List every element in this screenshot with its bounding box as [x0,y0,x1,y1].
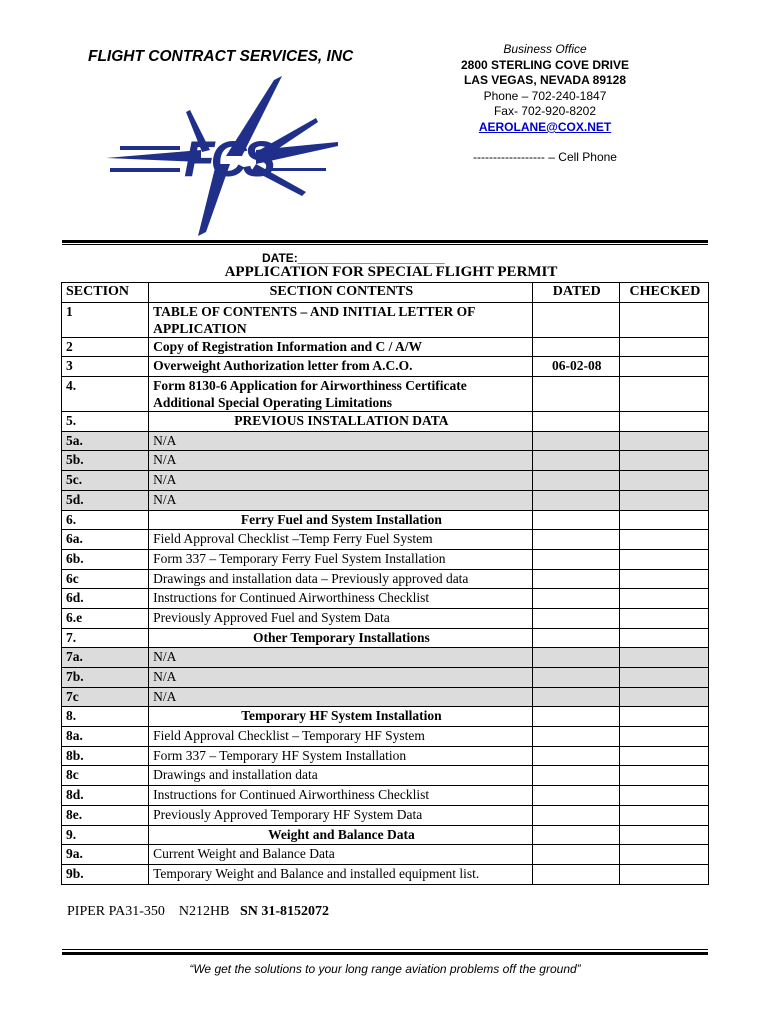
row-section-contents: TABLE OF CONTENTS – AND INITIAL LETTER OF APPLICATION [149,302,533,337]
row-dated [532,628,619,648]
phone-number: Phone – 702-240-1847 [483,88,607,103]
row-section-number: 9. [62,825,149,845]
row-checked[interactable] [619,530,708,550]
row-section-number: 6. [62,510,149,530]
row-checked[interactable] [619,668,708,688]
office-title: Business Office [503,42,587,56]
aircraft-registration: N212HB [178,904,230,919]
row-dated [532,569,619,589]
table-row [62,628,709,648]
row-dated [532,648,619,668]
contents-table [61,282,709,885]
row-checked[interactable] [619,451,708,471]
row-dated [532,825,619,845]
row-dated [532,707,619,727]
table-row [62,746,709,766]
row-section-contents: N/A [149,490,533,510]
date-field[interactable]: DATE:______________________ [262,251,445,265]
row-dated: 06-02-08 [532,357,619,377]
company-name: FLIGHT CONTRACT SERVICES, INC [88,48,354,65]
row-checked[interactable] [619,302,708,337]
row-section-number: 9b. [62,864,149,884]
row-checked[interactable] [619,746,708,766]
row-checked[interactable] [619,471,708,491]
row-dated [532,687,619,707]
row-dated [532,589,619,609]
row-section-number: 9a. [62,845,149,865]
row-checked[interactable] [619,766,708,786]
table-header-row [62,283,709,303]
row-checked[interactable] [619,357,708,377]
fax-number: Fax- 702-920-8202 [493,104,597,119]
table-row [62,549,709,569]
row-section-contents: Instructions for Continued Airworthiness Checklist [149,786,533,806]
row-section-contents: N/A [149,668,533,688]
row-section-contents: Previously Approved Temporary HF System Data [149,805,533,825]
table-row [62,302,709,337]
row-checked[interactable] [619,825,708,845]
aircraft-model: PIPER PA31-350 [67,904,165,919]
table-row [62,727,709,747]
row-section-contents: N/A [149,471,533,491]
table-row [62,337,709,357]
table-row [62,786,709,806]
row-section-number: 4. [62,377,149,412]
row-dated [532,471,619,491]
row-dated [532,451,619,471]
table-row [62,510,709,530]
header-contents: SECTION CONTENTS [149,283,533,303]
table-row [62,825,709,845]
table-row [62,687,709,707]
table-row [62,805,709,825]
row-checked[interactable] [619,628,708,648]
fcs-logo [106,72,338,238]
row-checked[interactable] [619,337,708,357]
header-divider [62,240,708,245]
row-dated [532,766,619,786]
table-row [62,451,709,471]
row-section-number: 5c. [62,471,149,491]
row-section-contents: Ferry Fuel and System Installation [149,510,533,530]
row-section-number: 8b. [62,746,149,766]
table-row [62,864,709,884]
business-office-block [440,42,650,165]
logo-letters: FCS [184,131,276,187]
table-row [62,766,709,786]
row-checked[interactable] [619,490,708,510]
row-section-number: 7. [62,628,149,648]
header-section: SECTION [62,283,149,303]
footer-divider [62,949,708,955]
row-section-number: 8. [62,707,149,727]
row-section-number: 8d. [62,786,149,806]
row-dated [532,746,619,766]
header-checked: CHECKED [619,283,708,303]
row-dated [532,530,619,550]
row-section-contents: Temporary Weight and Balance and installed equipment list. [149,864,533,884]
table-row [62,412,709,432]
row-section-contents: Other Temporary Installations [149,628,533,648]
table-row [62,471,709,491]
row-section-contents: Weight and Balance Data [149,825,533,845]
aircraft-serial: SN 31-8152072 [239,904,330,919]
row-dated [532,864,619,884]
row-section-number: 8c [62,766,149,786]
row-section-number: 6c [62,569,149,589]
table-row [62,845,709,865]
row-section-number: 1 [62,302,149,337]
row-section-number: 6d. [62,589,149,609]
row-dated [532,431,619,451]
row-section-contents: Field Approval Checklist – Temporary HF System [149,727,533,747]
row-checked[interactable] [619,412,708,432]
row-section-contents: Previously Approved Fuel and System Data [149,608,533,628]
row-section-contents: Drawings and installation data [149,766,533,786]
row-section-number: 7b. [62,668,149,688]
row-checked[interactable] [619,431,708,451]
row-section-contents: Overweight Authorization letter from A.C.O. [149,357,533,377]
row-section-contents: PREVIOUS INSTALLATION DATA [149,412,533,432]
row-section-contents: Current Weight and Balance Data [149,845,533,865]
row-dated [532,510,619,530]
email-link[interactable]: AEROLANE@COX.NET [478,119,612,134]
row-section-contents: N/A [149,648,533,668]
row-section-contents: Form 337 – Temporary HF System Installation [149,746,533,766]
row-dated [532,377,619,412]
table-row [62,569,709,589]
address-line-1: 2800 STERLING COVE DRIVE [460,57,630,72]
row-checked[interactable] [619,589,708,609]
row-dated [532,412,619,432]
row-checked[interactable] [619,377,708,412]
row-section-contents: N/A [149,451,533,471]
row-checked[interactable] [619,569,708,589]
page-title: APPLICATION FOR SPECIAL FLIGHT PERMIT [224,264,558,280]
row-checked[interactable] [619,707,708,727]
row-section-contents: N/A [149,431,533,451]
row-section-contents: Field Approval Checklist –Temp Ferry Fuel System [149,530,533,550]
row-checked[interactable] [619,608,708,628]
table-row [62,589,709,609]
row-checked[interactable] [619,845,708,865]
row-checked[interactable] [619,648,708,668]
row-section-number: 3 [62,357,149,377]
row-section-number: 5b. [62,451,149,471]
row-section-contents: Instructions for Continued Airworthiness Checklist [149,589,533,609]
row-section-contents: N/A [149,687,533,707]
row-dated [532,668,619,688]
header-dated: DATED [532,283,619,303]
row-dated [532,490,619,510]
row-section-number: 7c [62,687,149,707]
row-dated [532,845,619,865]
table-row [62,648,709,668]
row-section-contents: Temporary HF System Installation [149,707,533,727]
row-section-number: 2 [62,337,149,357]
table-row [62,431,709,451]
row-checked[interactable] [619,727,708,747]
table-row [62,608,709,628]
row-section-contents: Form 337 – Temporary Ferry Fuel System Installation [149,549,533,569]
row-section-number: 5a. [62,431,149,451]
row-checked[interactable] [619,864,708,884]
row-dated [532,805,619,825]
row-section-contents: Form 8130-6 Application for Airworthiness Certificate Additional Special Operating Limitations [149,377,533,412]
row-dated [532,786,619,806]
row-section-number: 8e. [62,805,149,825]
row-section-number: 7a. [62,648,149,668]
row-checked[interactable] [619,549,708,569]
row-dated [532,337,619,357]
row-section-number: 5d. [62,490,149,510]
row-section-number: 8a. [62,727,149,747]
table-row [62,530,709,550]
table-row [62,707,709,727]
table-row [62,377,709,412]
row-dated [532,727,619,747]
row-checked[interactable] [619,786,708,806]
row-section-contents: Copy of Registration Information and C / A/W [149,337,533,357]
row-checked[interactable] [619,510,708,530]
table-row [62,357,709,377]
row-section-contents: Drawings and installation data – Previously approved data [149,569,533,589]
row-dated [532,302,619,337]
row-section-number: 6a. [62,530,149,550]
row-section-number: 5. [62,412,149,432]
table-row [62,490,709,510]
row-section-number: 6b. [62,549,149,569]
row-dated [532,608,619,628]
row-dated [532,549,619,569]
footer-slogan: “We get the solutions to your long range aviation problems off the ground” [189,962,581,976]
table-row [62,668,709,688]
row-section-number: 6.e [62,608,149,628]
address-line-2: LAS VEGAS, NEVADA 89128 [463,73,627,88]
cell-phone: ------------------ – Cell Phone [473,149,617,164]
row-checked[interactable] [619,687,708,707]
row-checked[interactable] [619,805,708,825]
aircraft-info [67,904,329,920]
